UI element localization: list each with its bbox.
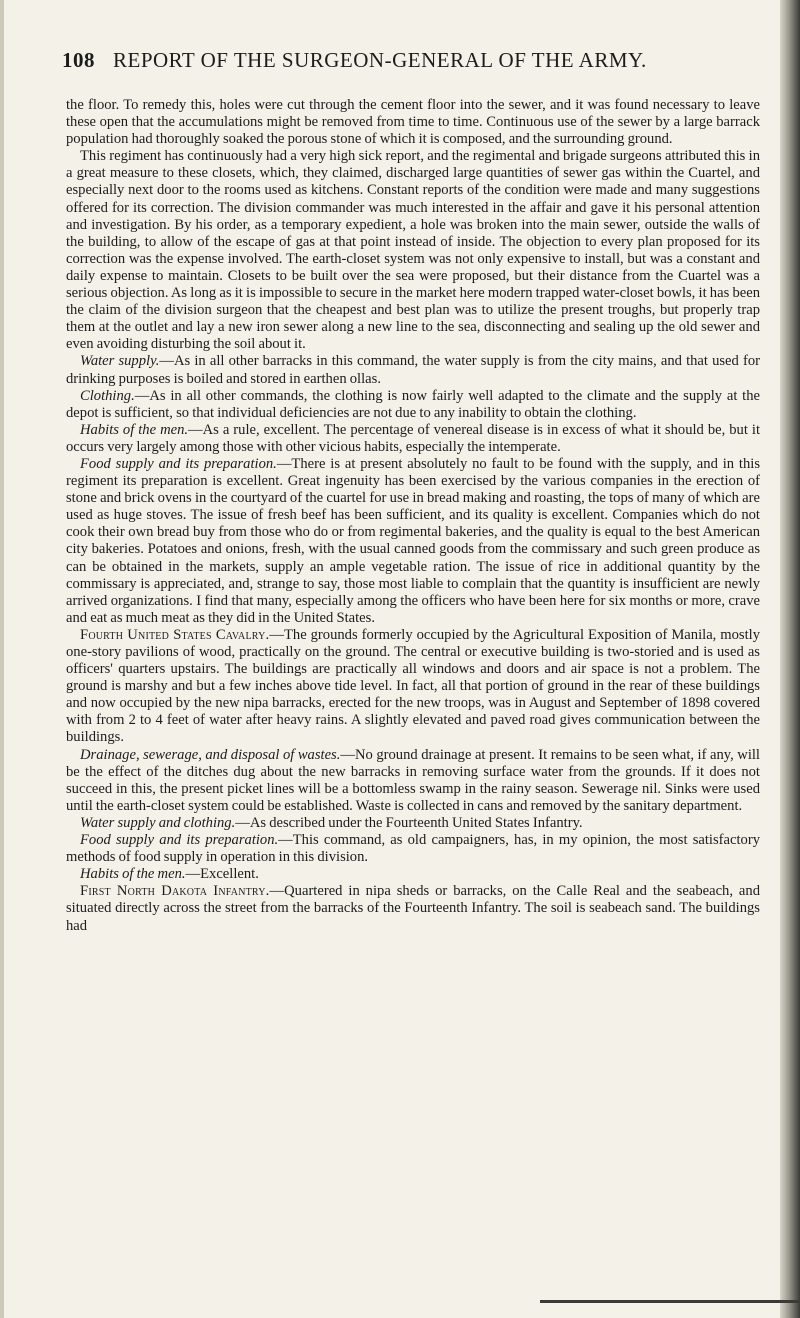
unit-heading: First North Dakota Infantry. xyxy=(80,883,270,900)
paragraph-text: —As described under the Fourteenth United States Infantry. xyxy=(235,814,583,831)
paragraph-text: —No ground drainage at present. It remains to be seen what, if any, will be the effect of the ditches dug about the new barracks in removing surface water from the grounds. If it does not succeed in this, the present picket lines will be a bottomless swamp in the rainy season. Sewerage nil. Sinks were used until the earth-closet system could be established. Waste is collected in cans and removed by the sanitary department. xyxy=(66,746,760,814)
paragraph xyxy=(66,883,760,934)
paragraph: This regiment has continuously had a very high sick report, and the regimental and brigade surgeons attributed this in a great measure to these closets, which, they claimed, discharged large quantities of sewer gas within the Cuartel, and especially next door to the rooms used as kitchens. Constant reports of the condition were made and many suggestions offered for its correction. The division commander was much interested in the affair and gave it his personal attention and investigation. By his order, as a temporary expedient, a hole was broken into the main sewer, outside the walls of the building, to allow of the escape of gas at that point instead of inside. The objection to every plan proposed for its correction was the expense involved. The earth-closet system was not only expensive to install, but was a constant and daily expense to maintain. Closets to be built over the sea were proposed, but their distance from the Cuartel was a serious objection. As long as it is impossible to secure in the market here modern trapped water-closet bowls, it has been the claim of the division surgeon that the cheapest and best plan was to utilize the present troughs, but properly trap them at the outlet and lay a new iron sewer along a new line to the sea, disconnecting and sealing up the old sewer and even avoiding disturbing the soil about it. xyxy=(66,148,760,353)
page-bottom-rule xyxy=(540,1300,800,1303)
paragraph-text: —Excellent. xyxy=(185,866,259,883)
paragraph-text: —Quartered in nipa sheds or barracks, on the Calle Real and the seabeach, and situated directly across the street from the barracks of the Fourteenth Infantry. The soil is seabeach sand. The buildings had xyxy=(66,883,760,934)
paragraph-text: —There is at present absolutely no fault to be found with the supply, and in this regiment its preparation is excellent. Great ingenuity has been exercised by the various companies in the erection of stone and brick ovens in the courtyard of the cuartel for use in bread making and roasting, the tops of many of which are used as huge stoves. The issue of fresh beef has been sufficient, and its quality is excellent. Companies which do not cook their own bread buy from those who do or from regimental bakeries, and the quality is equal to the best American city bakeries. Potatoes and onions, fresh, with the usual canned goods from the commissary and such green produce as can be obtained in the markets, supply an ample vegetable ration. The issue of rice in additional quantity by the commissary is appreciated, and, strange to say, those most liable to complain that the quantity is insufficient are newly arrived organizations. I find that many, especially among the officers who have been here for six months or more, crave and eat as much meat as they did in the United States. xyxy=(66,455,761,626)
page-left-edge xyxy=(0,0,4,1318)
paragraph xyxy=(66,422,760,456)
paragraph-text: —This command, as old campaigners, has, in my opinion, the most satisfactory methods of food supply in operation in this division. xyxy=(66,832,760,866)
paragraph xyxy=(66,832,760,866)
paragraph-text: —As in all other commands, the clothing is now fairly well adapted to the climate and the supply at the depot is sufficient, so that individual deficiencies are not due to any inability to obtain the clothing. xyxy=(66,387,760,421)
paragraph: the floor. To remedy this, holes were cut through the cement floor into the sewer, and it was found necessary to leave these open that the accumulations might be removed from time to time. Continuous use of the sewer by a large barrack population had thoroughly soaked the porous stone of which it is composed, and the surrounding ground. xyxy=(66,97,760,148)
section-heading: Clothing. xyxy=(80,387,135,404)
paragraph xyxy=(66,353,760,387)
paragraph xyxy=(66,747,760,815)
book-spine-edge xyxy=(780,0,800,1318)
paragraph xyxy=(66,866,760,883)
paragraph-text: —As a rule, excellent. The percentage of venereal disease is in excess of what it should be, but it occurs very largely among those with other vicious habits, especially the intemperate. xyxy=(66,421,760,455)
paragraph xyxy=(66,627,760,747)
paragraph-text: —As in all other barracks in this command, the water supply is from the city mains, and that used for drinking purposes is boiled and stored in earthen ollas. xyxy=(66,353,760,387)
section-heading: Habits of the men. xyxy=(80,421,189,438)
section-heading: Habits of the men. xyxy=(80,866,186,883)
section-heading: Water supply and clothing. xyxy=(80,814,236,831)
section-heading: Food supply and its preparation. xyxy=(80,455,277,472)
paragraph xyxy=(66,456,760,627)
paragraph-text: —The grounds formerly occupied by the Agricultural Exposition of Manila, mostly one-story pavilions of wood, practically on the ground. The central or executive building is two-storied and is used as officers' quarters upstairs. The buildings are practically all windows and doors and air space is not a problem. The ground is marshy and but a few inches above tide level. In fact, all that portion of ground in the rear of these buildings and now occupied by the new nipa barracks, erected for the new troops, was in August and September of 1898 covered with from 2 to 4 feet of water after heavy rains. A slightly elevated and paved road gives communication between the buildings. xyxy=(66,626,760,746)
body-text xyxy=(66,97,760,935)
section-heading: Water supply. xyxy=(80,353,160,370)
running-header xyxy=(62,48,762,78)
section-heading: Drainage, sewerage, and disposal of wastes. xyxy=(80,746,341,763)
paragraph xyxy=(66,388,760,422)
running-title: REPORT OF THE SURGEON-GENERAL OF THE ARMY. xyxy=(113,48,647,72)
paragraph xyxy=(66,815,760,832)
section-heading: Food supply and its preparation. xyxy=(80,832,279,849)
unit-heading: Fourth United States Cavalry. xyxy=(80,626,270,643)
page-number: 108 xyxy=(62,48,95,72)
